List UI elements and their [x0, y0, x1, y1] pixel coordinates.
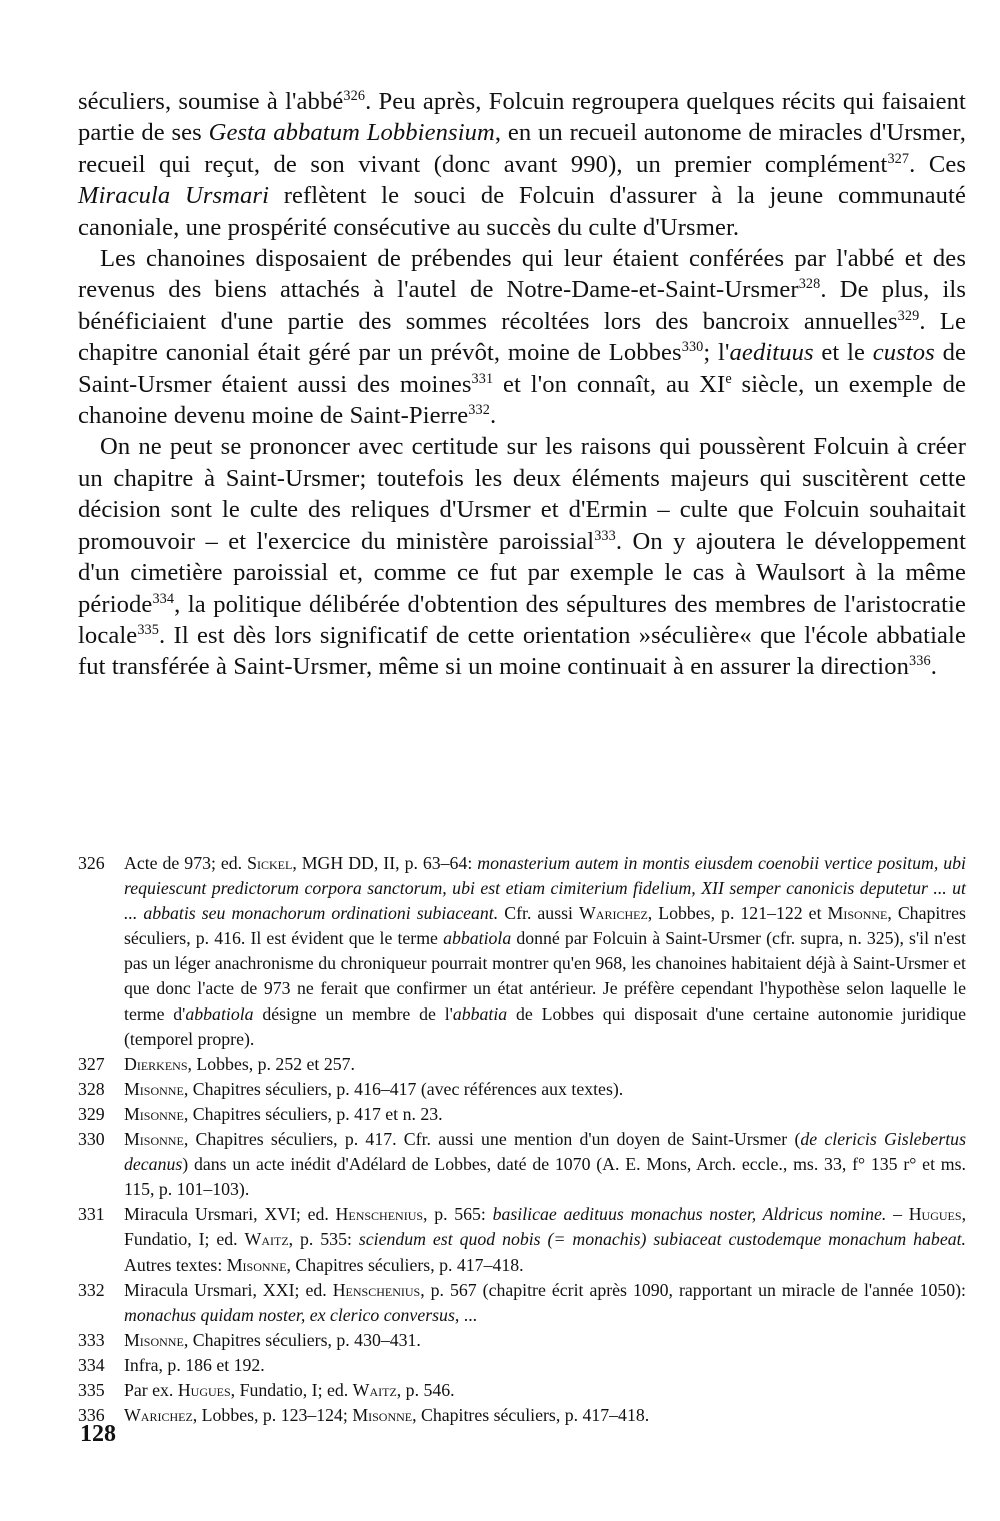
text-run: . [930, 653, 937, 681]
author-name: Hugues [908, 1204, 962, 1225]
footnote-number: 336 [78, 1405, 105, 1426]
author-name: Waitz [244, 1229, 289, 1250]
text-run: désigne un membre de l' [253, 1003, 453, 1024]
footnote-text [124, 1380, 455, 1400]
footnote-ref: 329 [897, 308, 920, 324]
author-name: Misonne [827, 903, 888, 924]
italic-text: basilicae aedituus monachus noster, Aldricus nomine. [492, 1204, 887, 1225]
footnote-text [124, 1330, 421, 1350]
footnote-number: 330 [78, 1129, 105, 1150]
text-run: , ... [454, 1304, 478, 1325]
footnote [78, 1403, 966, 1428]
footnote-text [124, 1355, 265, 1375]
italic-text: monachus quidam noster, ex clerico conversus [124, 1304, 455, 1325]
text-run: . De plus, ils bénéficiaient d'une partie des sommes récoltées lors des bancroix annuelles [78, 276, 966, 335]
text-run: , p. 535: [288, 1229, 359, 1250]
text-run: , Lobbes, p. 121–122 et [647, 903, 828, 924]
footnote-number: 329 [78, 1103, 105, 1124]
text-run: , Chapitres séculiers, p. 417 et n. 23. [183, 1103, 443, 1124]
italic-text: abbatia [452, 1003, 508, 1024]
text-run: siècle, un exemple de chanoine devenu moine de Saint-Pierre [78, 370, 966, 430]
author-name: Misonne [226, 1254, 287, 1275]
footnote-text [124, 1054, 355, 1074]
footnote-ref: 332 [468, 402, 490, 419]
text-run: , Chapitres séculiers, p. 417–418. [286, 1254, 524, 1275]
footnote [78, 1052, 966, 1077]
author-name: Dierkens [124, 1053, 188, 1074]
text-run: On ne peut se prononcer avec certitude sur les raisons qui poussèrent Folcuin à créer un chapitre à Saint-Ursmer; toutefois les deux éléments majeurs qui suscitèrent cette décision sont le culte des reliques d'Ursmer et d'Ermin – culte que Folcuin souhaitait promouvoir – et l'exercice du ministère paroissial [78, 433, 966, 555]
paragraph [78, 243, 966, 431]
text-run: , p. 565: [423, 1204, 493, 1225]
footnote-ref: 330 [681, 339, 704, 356]
author-name: Sickel [247, 853, 293, 873]
text-run: , Fundatio, I; ed. [124, 1204, 967, 1250]
footnote [78, 1077, 966, 1102]
author-name: Misonne [352, 1405, 413, 1426]
italic-text: Gesta abbatum Lobbiensium [208, 119, 495, 147]
footnote-ref: e [725, 370, 732, 387]
footnote [78, 1102, 966, 1127]
text-run: , la politique délibérée d'obtention des sépultures des membres de l'aristocratie locale [78, 590, 966, 649]
footnote-ref: 334 [152, 590, 175, 607]
footnote-text [124, 1280, 966, 1325]
text-run: – [886, 1204, 909, 1225]
italic-text: sciendum est quod nobis (= monachis) subiaceat custodemque monachum habeat. [358, 1229, 966, 1250]
footnote-ref: 333 [594, 527, 616, 544]
italic-text: Miracula Ursmari [78, 182, 270, 210]
footnote [78, 1328, 966, 1353]
footnote-text [124, 853, 966, 1049]
italic-text: monasterium autem in montis eiusdem coenobii vertice positum, ubi requiescunt predictorum corpora sanctorum, ubi est etiam cimiterium fidelium, XII semper canonicis deputetur ... ut ... abbatis seu monachorum ordinationi subiaceant. [124, 853, 966, 924]
text-run: , Fundatio, I; ed. [230, 1379, 353, 1400]
author-name: Misonne [124, 1129, 184, 1150]
author-name: Henschenius [335, 1204, 424, 1225]
paragraph [78, 86, 966, 243]
text-run: . Peu après, Folcuin regroupera quelques récits qui faisaient partie de ses [78, 88, 966, 147]
text-run: de Lobbes qui disposait d'une certaine autonomie juridique (temporel propre). [124, 1003, 966, 1049]
text-run: et le [813, 339, 873, 367]
text-run: Les chanoines disposaient de prébendes qui leur étaient conférées par l'abbé et des revenus des biens attachés à l'autel de Notre-Dame-et-Saint-Ursmer [78, 245, 966, 304]
footnote [78, 1278, 966, 1328]
main-text [78, 86, 966, 683]
text-run: donné par Folcuin à Saint-Ursmer (cfr. supra, n. 325), s'il n'est pas un léger anachronisme du chroniqueur pourrait montrer qu'en 968, les chanoines habitaient déjà à Saint-Ursmer et que donc l'acte de 973 ne ferait que confirmer un état antérieur. Je préfère cependant l'hypothèse selon laquelle le terme d' [124, 928, 966, 1024]
text-run: , Lobbes, p. 123–124; [192, 1405, 353, 1426]
text-run: séculiers, soumise à l'abbé [78, 88, 344, 115]
footnote-number: 328 [78, 1078, 105, 1099]
footnote [78, 1127, 966, 1202]
author-name: Misonne [124, 1329, 184, 1350]
italic-text: de clericis Gislebertus decanus [124, 1129, 966, 1175]
italic-text: abbatiola [185, 1003, 254, 1024]
text-run: . Le chapitre canonial était géré par un prévôt, moine de Lobbes [78, 307, 966, 367]
page-number: 128 [80, 1421, 116, 1447]
footnote-number: 331 [78, 1204, 105, 1225]
text-run: reflètent le souci de Folcuin d'assurer à la jeune communauté canoniale, une prospérité consécutive au succès du culte d'Ursmer. [78, 182, 966, 241]
text-run: , p. 567 (chapitre écrit après 1090, rapportant un miracle de l'année 1050): [420, 1279, 966, 1300]
footnote-text [124, 1129, 966, 1199]
text-run: . On y ajoutera le développement d'un cimetière paroissial et, comme ce fut par exemple le cas à Waulsort à la même période [78, 527, 966, 618]
author-name: Warichez [124, 1405, 193, 1426]
footnote [78, 1353, 966, 1378]
footnote-number: 326 [78, 853, 105, 873]
author-name: Misonne [124, 1078, 184, 1099]
text-run: Infra, p. 186 et 192. [124, 1354, 265, 1375]
text-run: ) dans un acte inédit d'Adélard de Lobbes, daté de 1070 (A. E. Mons, Arch. eccle., ms. 33, f° 135 r° et ms. 115, p. 101–103). [124, 1154, 966, 1200]
text-run: et l'on connaît, au XI [493, 370, 726, 398]
text-run: Miracula Ursmari, XXI; ed. [124, 1279, 333, 1300]
text-run: Autres textes: [124, 1254, 227, 1275]
text-run: de Saint-Ursmer étaient aussi des moines [78, 339, 966, 398]
author-name: Waitz [352, 1379, 397, 1400]
footnote-text [124, 1204, 966, 1274]
text-run: . Il est dès lors significatif de cette orientation »séculière« que l'école abbatiale fut transférée à Saint-Ursmer, même si un moine continuait à en assurer la direction [78, 621, 966, 681]
footnote-number: 333 [78, 1329, 105, 1350]
footnote-number: 334 [78, 1354, 105, 1375]
paragraph [78, 431, 966, 682]
italic-text: custos [872, 339, 935, 367]
text-run: , Lobbes, p. 252 et 257. [187, 1053, 355, 1074]
footnote-ref: 328 [798, 276, 821, 293]
text-run: Miracula Ursmari, XVI; ed. [124, 1204, 336, 1225]
text-run: , en un recueil autonome de miracles d'Ursmer, recueil qui reçut, de son vivant (donc avant 990), un premier complément [78, 119, 966, 178]
footnote-ref: 331 [471, 370, 494, 387]
footnotes [78, 851, 966, 1428]
author-name: Henschenius [332, 1279, 421, 1300]
author-name: Warichez [579, 903, 648, 924]
footnote-text [124, 1104, 443, 1124]
footnote [78, 1202, 966, 1277]
text-run: , Chapitres séculiers, p. 417. Cfr. aussi une mention d'un doyen de Saint-Ursmer ( [183, 1129, 801, 1150]
footnote-number: 332 [78, 1279, 105, 1300]
italic-text: abbatiola [443, 928, 512, 949]
text-run: , Chapitres séculiers, p. 416–417 (avec références aux textes). [183, 1078, 624, 1099]
text-run: Acte de 973; ed. [124, 853, 248, 873]
text-run: , p. 546. [396, 1379, 455, 1400]
footnote-number: 327 [78, 1053, 105, 1074]
text-run: , Chapitres séculiers, p. 416. Il est évident que le terme [124, 903, 966, 949]
text-run: Par ex. [124, 1379, 178, 1400]
footnote-text [124, 1405, 649, 1425]
footnote-number: 335 [78, 1379, 105, 1400]
footnote [78, 851, 966, 1052]
text-run: , MGH DD, II, p. 63–64: [292, 853, 478, 873]
text-run: . Ces [909, 150, 967, 178]
footnote-ref: 335 [137, 622, 159, 639]
footnote-ref: 326 [343, 88, 366, 105]
text-run: , Chapitres séculiers, p. 430–431. [183, 1329, 421, 1350]
text-run: ; l' [703, 339, 730, 367]
footnote-ref: 327 [887, 150, 910, 167]
italic-text: aedituus [729, 339, 814, 367]
author-name: Misonne [124, 1103, 184, 1124]
author-name: Hugues [177, 1379, 231, 1400]
footnote [78, 1378, 966, 1403]
footnote-ref: 336 [909, 653, 931, 670]
text-run: , Chapitres séculiers, p. 417–418. [412, 1405, 650, 1426]
footnote-text [124, 1079, 623, 1099]
text-run: . [489, 402, 497, 430]
text-run: Cfr. aussi [498, 903, 579, 924]
